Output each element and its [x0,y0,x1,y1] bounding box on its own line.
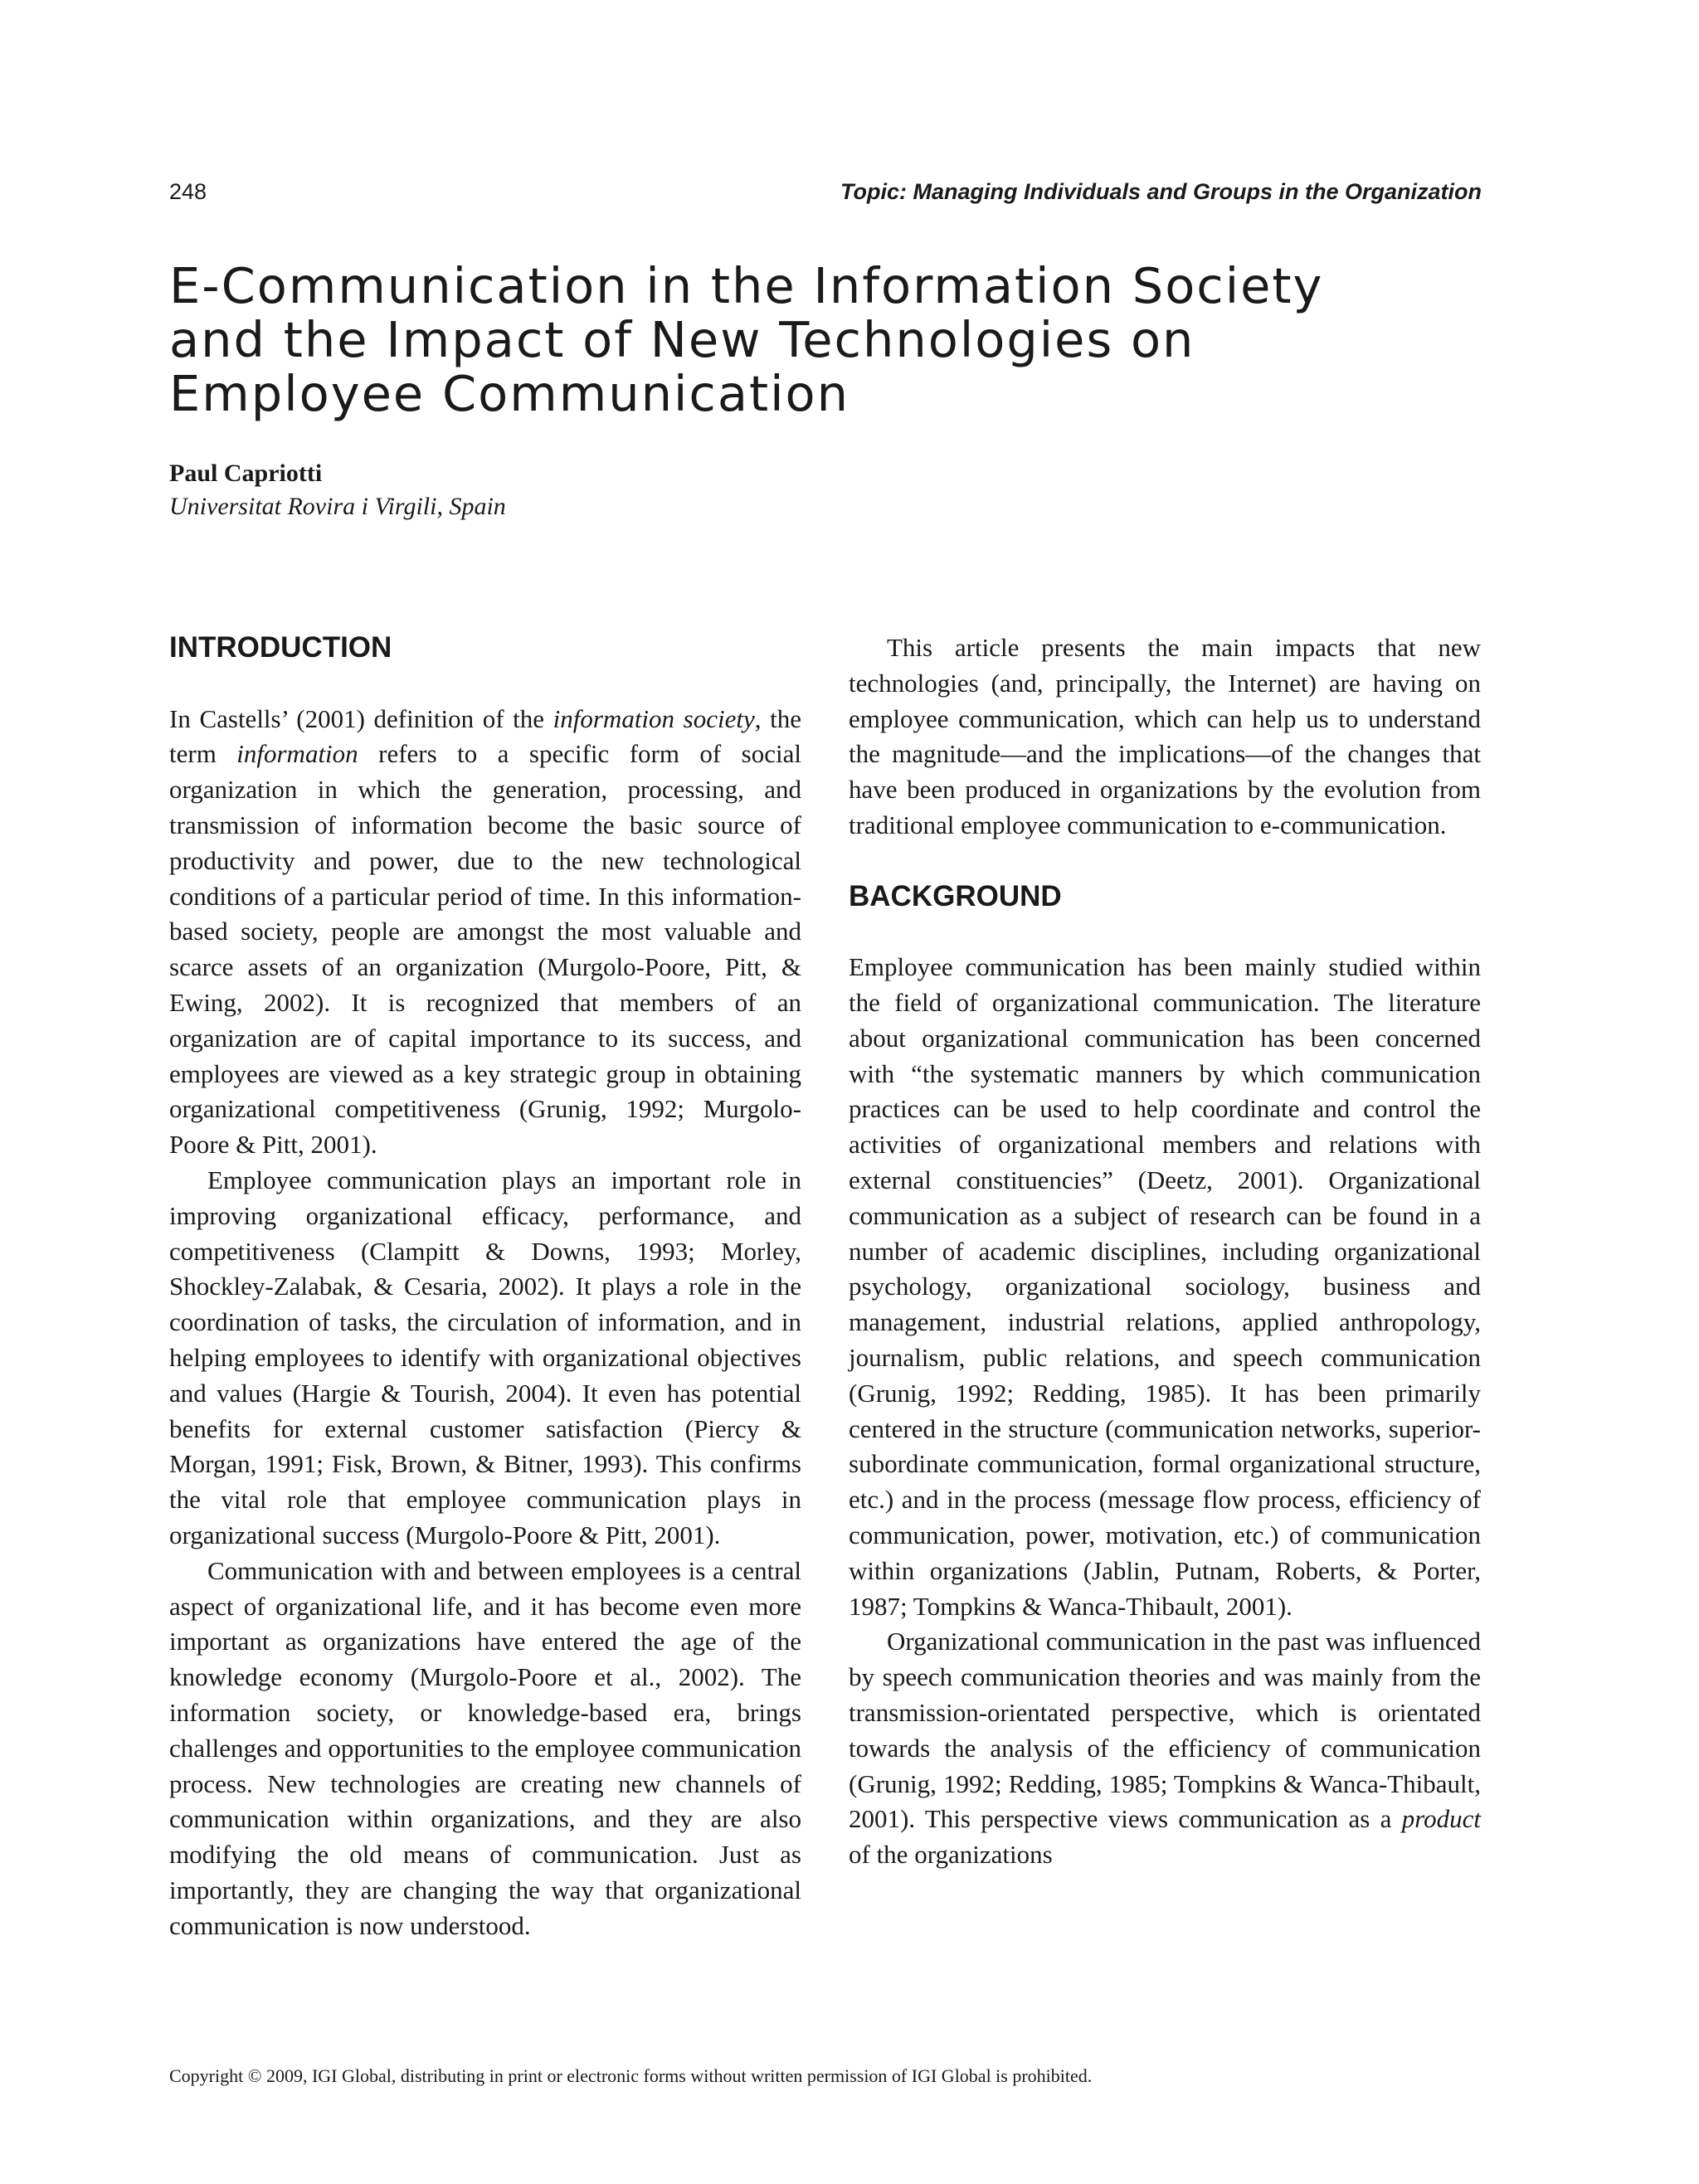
running-head: Topic: Managing Individuals and Groups in the Organization [840,179,1482,204]
text-run: In Castells’ (2001) definition of the [169,703,553,733]
title-line: and the Impact of New Technologies on [169,311,1195,368]
background-paragraph [849,1624,1481,1873]
emphasis-term: information [236,739,358,769]
introduction-heading: INTRODUCTION [169,631,392,664]
text-run: Organizational communication in the past was influenced by speech communication theories and was mainly from the transmission-orientated perspective, which is orientated towards the analysis of the efficiency of communication (Grunig, 1992; Redding, 1985; Tompkins & Wanca-Thibault, 2001). This perspective views communication as a [849,1627,1481,1834]
page-number: 248 [169,179,207,204]
left-column [169,630,801,1943]
text-run: of the organizations [849,1840,1053,1870]
introduction-paragraph: This article presents the main impacts that new technologies (and, principally, the Internet) are having on employee communication, which can help us to understand the magnitude—and the implications—of the changes that have been produced in organizations by the evolution from traditional employee communication to e-communication. [849,633,1481,839]
copyright-notice: Copyright © 2009, IGI Global, distributing in print or electronic forms without written permission of IGI Global is prohibited. [169,2065,1093,2086]
background-paragraph: Employee communication has been mainly studied within the field of organizational communication. The literature about organizational communication has been concerned with “the systematic manners by which communication practices can be used to help coordinate and control the activities of organizational members and relations with external constituencies” (Deetz, 2001). Organizational communication as a subject of research can be found in a number of academic disciplines, including organizational psychology, organizational sociology, business and management, industrial relations, applied anthropology, journalism, public relations, and speech communication (Grunig, 1992; Redding, 1985). It has been primarily centered in the structure (communication networks, superior-subordinate communication, formal organizational structure, etc.) and in the process (message flow process, efficiency of communication, power, motivation, etc.) of communication within organizations (Jablin, Putnam, Roberts, & Porter, 1987; Tompkins & Wanca-Thibault, 2001). [849,952,1481,1621]
introduction-paragraph: Employee communication plays an important role in improving organizational efficacy, performance, and competitiveness (Clampitt & Downs, 1993; Morley, Shockley-Zalabak, & Cesaria, 2002). It plays a role in the coordination of tasks, the circulation of information, and in helping employees to identify with organizational objectives and values (Hargie & Tourish, 2004). It even has potential benefits for external customer satisfaction (Piercy & Morgan, 1991; Fisk, Brown, & Bitner, 1993). This confirms the vital role that employee communication plays in organizational success (Murgolo-Poore & Pitt, 2001). [169,1165,801,1549]
author-affiliation: Universitat Rovira i Virgili, Spain [169,493,506,520]
title-line: Employee Communication [169,365,850,422]
author-name: Paul Capriotti [169,460,323,487]
title-line: E-Communication in the Information Society [169,257,1324,314]
introduction-paragraph [169,702,801,1163]
right-column [849,630,1481,1873]
background-heading: BACKGROUND [849,879,1062,912]
introduction-paragraph: Communication with and between employees is a central aspect of organizational life, and it has become even more important as organizations have entered the age of the knowledge economy (Murgolo-Poore et al., 2002). The information society, or knowledge-based era, brings challenges and opportunities to the employee communication process. New technologies are creating new channels of communication within organizations, and they are also modifying the old means of communication. Just as importantly, they are changing the way that organizational communication is now understood. [169,1555,801,1940]
text-run: refers to a specific form of social organization in which the generation, processing, and transmission of information become the basic source of productivity and power, due to the new technological conditions of a particular period of time. In this information-based society, people are amongst the most valuable and scarce assets of an organization (Murgolo-Poore, Pitt, & Ewing, 2002). It is recognized that members of an organization are of capital importance to its success, and employees are viewed as a key strategic group in obtaining organizational competitiveness (Grunig, 1992; Murgolo-Poore & Pitt, 2001). [169,739,801,1160]
emphasis-term: information society [553,703,755,733]
emphasis-term: product [1401,1804,1481,1834]
text-run: , the term [169,703,801,769]
article-title [169,259,1513,421]
